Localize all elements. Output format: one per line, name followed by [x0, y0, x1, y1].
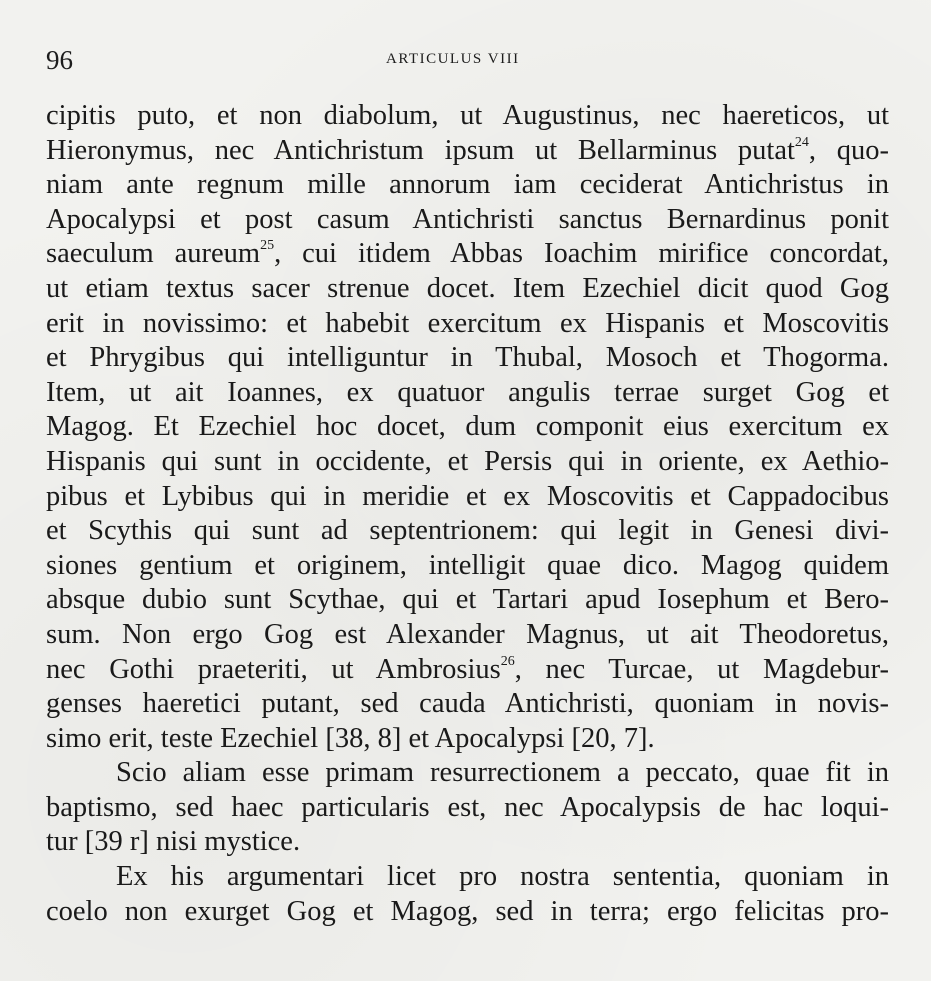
- text-line: et Scythis qui sunt ad septentrionem: qui legit in Genesi divi-: [46, 515, 889, 547]
- footnote-marker: 24: [794, 134, 809, 150]
- text-line: [46, 653, 889, 688]
- text-line: coelo non exurget Gog et Magog, sed in terra; ergo felicitas pro-: [46, 895, 889, 927]
- text-line: simo erit, teste Ezechiel [38, 8] et Apocalypsi [20, 7].: [46, 722, 655, 754]
- text-line: cipitis puto, et non diabolum, ut Augustinus, nec haereticos, ut: [46, 100, 889, 131]
- text-line: erit in novissimo: et habebit exercitum ex Hispanis et Moscovitis: [46, 307, 889, 339]
- running-head: [46, 42, 891, 78]
- text-line: genses haeretici putant, sed cauda Antichristi, quoniam in novis-: [46, 688, 889, 720]
- text-line: pibus et Lybibus qui in meridie et ex Moscovitis et Cappadocibus: [46, 480, 889, 512]
- text-line: Hispanis qui sunt in occidente, et Persis qui in oriente, ex Aethio-: [46, 445, 889, 477]
- text-line-start: nec Gothi praeteriti, ut Ambrosius: [46, 653, 501, 685]
- text-line: [46, 134, 889, 169]
- text-line-end: , cui itidem Abbas Ioachim mirifice concordat,: [274, 238, 889, 270]
- section-title: ARTICULUS VIII: [386, 51, 520, 67]
- text-line: Ex his argumentari licet pro nostra sententia, quoniam in: [116, 861, 889, 893]
- page-number: 96: [46, 45, 73, 75]
- text-line-start: Hieronymus, nec Antichristum ipsum ut Bellarminus putat: [46, 134, 795, 166]
- text-line: et Phrygibus qui intelliguntur in Thubal, Mosoch et Thogorma.: [46, 342, 889, 374]
- text-line: absque dubio sunt Scythae, qui et Tartari apud Iosephum et Bero-: [46, 584, 889, 616]
- text-line: niam ante regnum mille annorum iam ceciderat Antichristus in: [46, 169, 889, 201]
- text-line-end: , nec Turcae, ut Magdebur-: [514, 653, 889, 685]
- text-line-start: saeculum aureum: [46, 238, 261, 270]
- text-line: Item, ut ait Ioannes, ex quatuor angulis terrae surget Gog et: [46, 376, 889, 408]
- text-line: [46, 237, 889, 272]
- text-line: siones gentium et originem, intelligit quae dico. Magog quidem: [46, 549, 889, 581]
- text-line: baptismo, sed haec particularis est, nec Apocalypsis de hac loqui-: [46, 791, 889, 823]
- text-line: Scio aliam esse primam resurrectionem a peccato, quae fit in: [116, 757, 889, 789]
- text-line: Magog. Et Ezechiel hoc docet, dum componit eius exercitum ex: [46, 411, 889, 443]
- footnote-marker: 26: [500, 653, 515, 669]
- text-line-end: , quo-: [808, 134, 889, 166]
- text-line: sum. Non ergo Gog est Alexander Magnus, ut ait Theodoretus,: [46, 618, 889, 650]
- text-line: Apocalypsi et post casum Antichristi sanctus Bernardinus ponit: [46, 203, 889, 235]
- text-line: ut etiam textus sacer strenue docet. Item Ezechiel dicit quod Gog: [46, 272, 889, 304]
- body-text: [46, 99, 889, 929]
- footnote-marker: 25: [260, 238, 275, 254]
- text-line: tur [39 r] nisi mystice.: [46, 826, 301, 858]
